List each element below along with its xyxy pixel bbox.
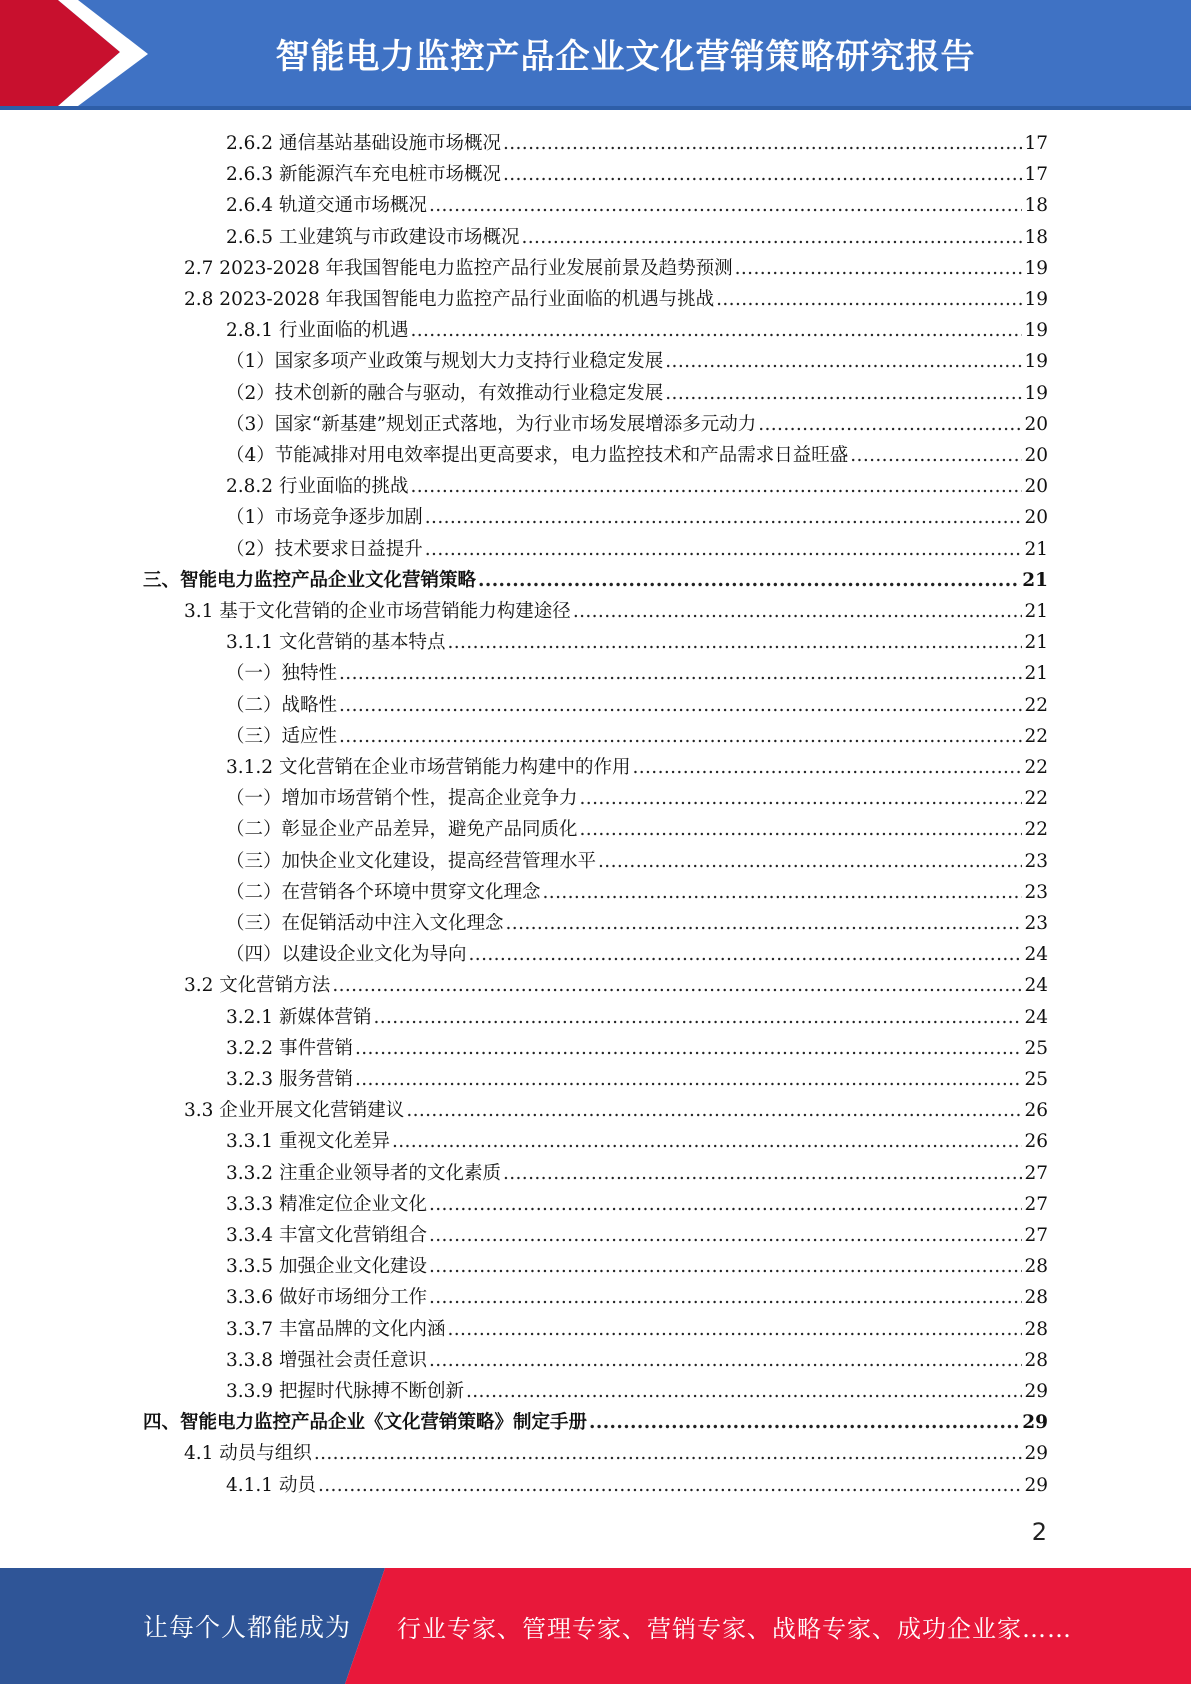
toc-entry[interactable]: [226, 658, 1048, 689]
toc-entry-page: 22: [1024, 725, 1048, 747]
toc-entry[interactable]: [184, 1095, 1048, 1126]
toc-dot-leader: [503, 1158, 1022, 1189]
toc-entry-page: 22: [1024, 819, 1048, 841]
toc-entry[interactable]: [226, 877, 1048, 908]
toc-entry[interactable]: [226, 1158, 1048, 1189]
toc-entry[interactable]: [143, 565, 1048, 596]
toc-entry-page: 28: [1024, 1349, 1048, 1371]
toc-dot-leader: [318, 1470, 1023, 1501]
toc-entry-title: （二）彰显企业产品差异，避免产品同质化: [226, 819, 578, 841]
toc-entry-title: 3.3.1 重视文化差异: [226, 1131, 390, 1153]
toc-entry-page: 22: [1024, 694, 1048, 716]
toc-dot-leader: [850, 440, 1022, 471]
toc-entry-page: 22: [1024, 788, 1048, 810]
toc-entry-page: 23: [1024, 850, 1048, 872]
toc-entry-page: 28: [1024, 1287, 1048, 1309]
toc-entry-page: 20: [1024, 507, 1048, 529]
toc-entry-page: 23: [1024, 881, 1048, 903]
toc-dot-leader: [521, 222, 1022, 253]
toc-entry-page: 21: [1024, 632, 1048, 654]
toc-entry-title: （2）技术创新的融合与驱动，有效推动行业稳定发展: [226, 382, 664, 404]
toc-dot-leader: [503, 128, 1022, 159]
toc-entry-title: （4）节能减排对用电效率提出更高要求，电力监控技术和产品需求日益旺盛: [226, 445, 849, 466]
footer-slogan-left: 让每个人都能成为: [143, 1613, 352, 1642]
toc-dot-leader: [716, 284, 1022, 315]
toc-entry[interactable]: [226, 440, 1048, 471]
toc-entry-page: 21: [1024, 663, 1048, 685]
toc-entry-title: 3.3.5 加强企业文化建设: [226, 1256, 427, 1278]
toc-entry-page: 28: [1024, 1256, 1048, 1278]
toc-entry[interactable]: [226, 315, 1048, 346]
toc-entry-title: 3.2.1 新媒体营销: [226, 1006, 372, 1028]
toc-entry-title: 3.3.2 注重企业领导者的文化素质: [226, 1162, 501, 1184]
toc-entry-title: 3.3 企业开展文化营销建议: [184, 1100, 405, 1122]
toc-dot-leader: [425, 534, 1023, 565]
toc-entry-page: 19: [1024, 320, 1048, 342]
toc-entry[interactable]: [184, 253, 1048, 284]
toc-dot-leader: [355, 1033, 1023, 1064]
report-title: 智能电力监控产品企业文化营销策略研究报告: [275, 36, 976, 77]
toc-entry-page: 24: [1024, 1006, 1048, 1028]
toc-entry-title: （二）战略性: [226, 694, 338, 716]
toc-dot-leader: [506, 908, 1023, 939]
toc-dot-leader: [410, 471, 1022, 502]
toc-entry[interactable]: [226, 1033, 1048, 1064]
toc-dot-leader: [573, 596, 1023, 627]
toc-entry-page: 20: [1024, 413, 1048, 435]
toc-entry-title: 2.6.3 新能源汽车充电桩市场概况: [226, 164, 501, 186]
toc-entry-title: 2.6.4 轨道交通市场概况: [226, 195, 427, 217]
toc-dot-leader: [429, 1251, 1022, 1282]
toc-dot-leader: [735, 253, 1023, 284]
toc-entry[interactable]: [226, 222, 1048, 253]
toc-entry[interactable]: [226, 409, 1048, 440]
toc-dot-leader: [429, 1189, 1022, 1220]
toc-entry-page: 26: [1024, 1100, 1048, 1122]
toc-dot-leader: [406, 1095, 1022, 1126]
toc-entry-title: 2.8 2023-2028 年我国智能电力监控产品行业面临的机遇与挑战: [184, 289, 715, 310]
toc-entry-title: 3.2.3 服务营销: [226, 1069, 353, 1090]
toc-dot-leader: [429, 1345, 1022, 1376]
toc-entry-page: 24: [1024, 975, 1048, 997]
toc-entry-page: 22: [1024, 757, 1048, 778]
toc-entry-page: 18: [1024, 226, 1048, 248]
toc-entry[interactable]: [184, 284, 1048, 315]
toc-entry[interactable]: [226, 378, 1048, 409]
toc-entry-title: 3.1.1 文化营销的基本特点: [226, 632, 446, 654]
toc-entry[interactable]: [226, 1314, 1048, 1345]
toc-entry-title: 2.7 2023-2028 年我国智能电力监控产品行业发展前景及趋势预测: [184, 257, 733, 279]
toc-entry[interactable]: [226, 534, 1048, 565]
toc-dot-leader: [478, 565, 1020, 596]
toc-entry-title: （1）国家多项产业政策与规划大力支持行业稳定发展: [226, 351, 664, 373]
toc-entry-title: 四、智能电力监控产品企业《文化营销策略》制定手册: [143, 1412, 588, 1434]
toc-entry-title: 4.1 动员与组织: [184, 1443, 312, 1465]
toc-entry[interactable]: [226, 1251, 1048, 1282]
toc-entry[interactable]: [226, 1189, 1048, 1220]
toc-dot-leader: [447, 1314, 1022, 1345]
toc-entry[interactable]: [226, 783, 1048, 814]
toc-dot-leader: [503, 159, 1022, 190]
header-underline: [0, 106, 1191, 110]
toc-entry-title: 2.8.1 行业面临的机遇: [226, 320, 409, 342]
report-footer: [0, 1568, 1191, 1684]
toc-entry-title: （三）加快企业文化建设，提高经营管理水平: [226, 850, 597, 872]
toc-dot-leader: [469, 939, 1023, 970]
toc-dot-leader: [447, 627, 1022, 658]
toc-dot-leader: [425, 502, 1023, 533]
toc-entry-page: 29: [1024, 1443, 1048, 1465]
toc-entry-page: 29: [1022, 1412, 1048, 1434]
toc-dot-leader: [392, 1126, 1022, 1157]
toc-dot-leader: [758, 409, 1022, 440]
toc-entry-page: 25: [1024, 1069, 1048, 1090]
toc-dot-leader: [632, 752, 1022, 783]
toc-dot-leader: [580, 814, 1023, 845]
toc-entry-title: （2）技术要求日益提升: [226, 538, 423, 560]
toc-dot-leader: [314, 1438, 1023, 1469]
toc-entry-title: （三）在促销活动中注入文化理念: [226, 913, 504, 934]
toc-entry[interactable]: [226, 128, 1048, 159]
toc-entry-page: 19: [1024, 351, 1048, 373]
toc-entry[interactable]: [226, 471, 1048, 502]
toc-entry[interactable]: [226, 908, 1048, 939]
toc-entry-title: 三、智能电力监控产品企业文化营销策略: [143, 569, 477, 591]
toc-entry-page: 21: [1022, 569, 1048, 591]
toc-entry[interactable]: [226, 1345, 1048, 1376]
toc-entry-title: 3.3.6 做好市场细分工作: [226, 1287, 427, 1309]
toc-entry-title: 3.1.2 文化营销在企业市场营销能力构建中的作用: [226, 757, 631, 778]
toc-entry[interactable]: [226, 190, 1048, 221]
toc-dot-leader: [665, 378, 1022, 409]
toc-entry-page: 26: [1024, 1131, 1048, 1153]
toc-entry-title: 3.3.9 把握时代脉搏不断创新: [226, 1381, 464, 1402]
toc-dot-leader: [355, 1064, 1023, 1095]
toc-entry[interactable]: [226, 846, 1048, 877]
toc-entry-page: 28: [1024, 1318, 1048, 1340]
toc-entry-title: 3.3.8 增强社会责任意识: [226, 1349, 427, 1371]
toc-entry-page: 29: [1024, 1474, 1048, 1496]
toc-entry-title: 3.1 基于文化营销的企业市场营销能力构建途径: [184, 601, 571, 622]
toc-dot-leader: [332, 970, 1022, 1001]
toc-entry-title: （1）市场竞争逐步加剧: [226, 507, 423, 529]
toc-entry[interactable]: [226, 159, 1048, 190]
page-number: 2: [1031, 1518, 1047, 1546]
toc-entry-page: 19: [1024, 289, 1048, 310]
toc-entry-title: 3.3.3 精准定位企业文化: [226, 1193, 427, 1215]
toc-entry[interactable]: [226, 1220, 1048, 1251]
toc-dot-leader: [598, 846, 1022, 877]
toc-entry-title: 2.6.2 通信基站基础设施市场概况: [226, 133, 501, 154]
toc-entry-title: （四）以建设企业文化为导向: [226, 944, 467, 966]
toc-entry-page: 23: [1024, 913, 1048, 934]
toc-dot-leader: [410, 315, 1022, 346]
toc-entry-page: 27: [1024, 1193, 1048, 1215]
toc-entry-title: （二）在营销各个环境中贯穿文化理念: [226, 881, 541, 903]
toc-dot-leader: [665, 346, 1022, 377]
header-arrow-decoration: [0, 0, 170, 110]
toc-dot-leader: [339, 658, 1022, 689]
toc-entry-title: （一）增加市场营销个性，提高企业竞争力: [226, 788, 578, 810]
toc-entry[interactable]: [226, 1470, 1048, 1501]
toc-entry[interactable]: [226, 721, 1048, 752]
toc-entry-page: 19: [1024, 382, 1048, 404]
toc-entry-page: 20: [1024, 445, 1048, 466]
toc-entry-page: 29: [1024, 1381, 1048, 1402]
toc-entry[interactable]: [226, 1376, 1048, 1407]
toc-entry-page: 25: [1024, 1037, 1048, 1059]
toc-entry-title: 2.8.2 行业面临的挑战: [226, 476, 409, 498]
toc-entry[interactable]: [143, 1407, 1048, 1438]
toc-entry-title: 3.3.4 丰富文化营销组合: [226, 1225, 427, 1246]
toc-entry[interactable]: [226, 346, 1048, 377]
toc-entry[interactable]: [184, 596, 1048, 627]
toc-entry[interactable]: [184, 970, 1048, 1001]
report-header: [0, 0, 1191, 110]
toc-entry-title: 2.6.5 工业建筑与市政建设市场概况: [226, 226, 520, 248]
toc-entry[interactable]: [226, 1282, 1048, 1313]
toc-entry[interactable]: [226, 1126, 1048, 1157]
toc-entry-page: 27: [1024, 1162, 1048, 1184]
toc-entry-title: 4.1.1 动员: [226, 1474, 316, 1496]
toc-entry-title: 3.2 文化营销方法: [184, 975, 331, 997]
toc-entry[interactable]: [184, 1438, 1048, 1469]
toc-entry-title: 3.2.2 事件营销: [226, 1037, 353, 1059]
toc-entry-title: 3.3.7 丰富品牌的文化内涵: [226, 1318, 446, 1340]
toc-entry[interactable]: [226, 690, 1048, 721]
toc-dot-leader: [580, 783, 1023, 814]
toc-dot-leader: [339, 721, 1022, 752]
toc-dot-leader: [429, 190, 1022, 221]
toc-entry[interactable]: [226, 814, 1048, 845]
toc-entry-title: （一）独特性: [226, 663, 338, 685]
footer-slogan-right: 行业专家、管理专家、营销专家、战略专家、成功企业家……: [397, 1614, 1072, 1643]
toc-entry[interactable]: [226, 502, 1048, 533]
toc-dot-leader: [543, 877, 1023, 908]
toc-dot-leader: [466, 1376, 1022, 1407]
toc-entry-page: 18: [1024, 195, 1048, 217]
toc-entry-page: 27: [1024, 1225, 1048, 1246]
toc-entry-title: （3）国家“新基建”规划正式落地，为行业市场发展增添多元动力: [226, 413, 757, 435]
toc-dot-leader: [589, 1407, 1020, 1438]
toc-entry[interactable]: [226, 1064, 1048, 1095]
toc-entry[interactable]: [226, 627, 1048, 658]
toc-dot-leader: [373, 1002, 1022, 1033]
toc-entry[interactable]: [226, 752, 1048, 783]
toc-entry[interactable]: [226, 939, 1048, 970]
toc-entry-title: （三）适应性: [226, 725, 338, 747]
toc-dot-leader: [429, 1220, 1022, 1251]
toc-dot-leader: [429, 1282, 1022, 1313]
toc-entry-page: 19: [1024, 257, 1048, 279]
toc-entry-page: 20: [1024, 476, 1048, 498]
toc-entry-page: 24: [1024, 944, 1048, 966]
toc-dot-leader: [339, 690, 1022, 721]
toc-entry-page: 21: [1024, 601, 1048, 622]
toc-entry-page: 17: [1024, 164, 1048, 186]
toc-entry-page: 21: [1024, 538, 1048, 560]
toc-entry-page: 17: [1024, 133, 1048, 154]
toc-entry[interactable]: [226, 1002, 1048, 1033]
